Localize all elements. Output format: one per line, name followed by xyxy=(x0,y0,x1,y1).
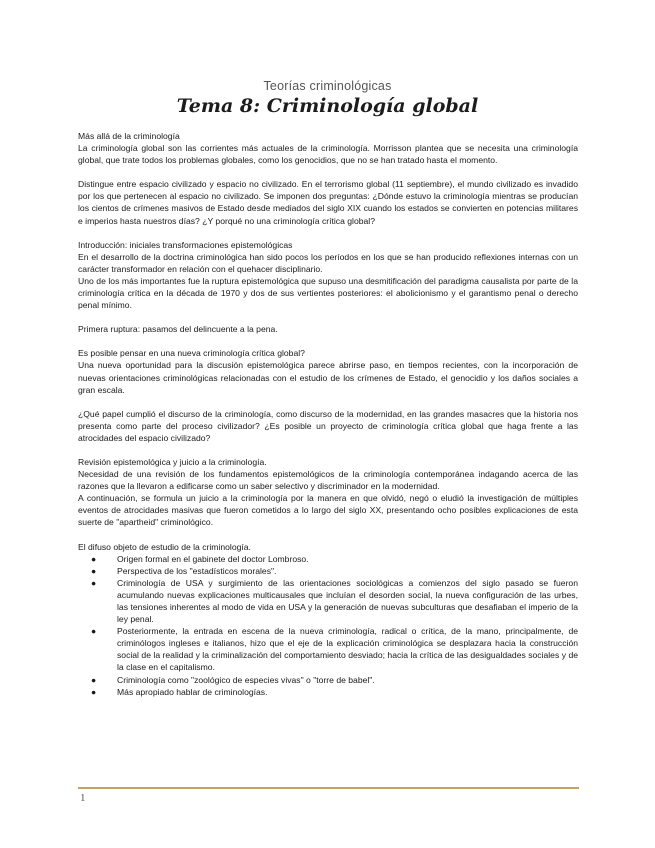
page-number: 1 xyxy=(80,792,86,804)
paragraph: La criminología global son las corrientes más actuales de la criminología. Morrisson plantea que se necesita una criminología global, que trate todos los problemas globales, como los genocidios, que no se han tratado hasta el momento. xyxy=(78,143,578,166)
paragraph: En el desarrollo de la doctrina criminológica han sido pocos los períodos en los que se han producido reflexiones internas con un carácter transformador en relación con el quehacer disciplinario. xyxy=(78,251,578,274)
paragraph: ¿Qué papel cumplió el discurso de la criminología, como discurso de la modernidad, en las grandes masacres que la historia nos presenta como parte del proceso civilizador? ¿Es posible un proyecto de criminología crítica global que haga frente a las atrocidades del espacio civilizado? xyxy=(78,408,578,443)
paragraph: A continuación, se formula un juicio a la criminología por la manera en que olvidó, negó o eludió la investigación de múltiples eventos de atrocidades masivas que fueron cometidos a lo largo del siglo XX, presentando ocho posibles explicaciones de esta suerte de "apartheid" criminológico. xyxy=(78,493,578,528)
paragraph: Distingue entre espacio civilizado y espacio no civilizado. En el terrorismo global (11 septiembre), el mundo civilizado es invadido por los que pertenecen al espacio no civilizado. Se imponen dos preguntas: ¿Dónde estuvo la criminología mientras se producían los cientos de crímenes masivos de Estado desde mediados del siglo XIX cuando los estados se convierten en potencias militares e imperios hasta nuestros días? ¿Y porqué no una criminología crítica global? xyxy=(78,179,578,226)
list-item: ● Más apropiado hablar de criminologías. xyxy=(91,686,268,697)
paragraph: Primera ruptura: pasamos del delincuente a la pena. xyxy=(78,324,278,335)
paragraph: Necesidad de una revisión de los fundamentos epistemológicos de la criminología contemporánea indagando acerca de las razones que la llevaron a edificarse como un saber selectivo y discriminador en la modernidad. xyxy=(78,469,578,492)
paragraph: Uno de los más importantes fue la ruptura epistemológica que supuso una desmitificación del paradigma causalista por parte de la criminología crítica en la década de 1970 y dos de sus vertientes posteriores: el abolicionismo y el garantismo penal o derecho penal mínimo. xyxy=(78,275,578,311)
bullet-list xyxy=(78,553,578,698)
list-item: ● Perspectiva de los "estadísticos morales". xyxy=(91,565,277,576)
bullet-icon: ● xyxy=(91,626,97,637)
bullet-icon: ● xyxy=(91,577,97,588)
section-heading-intro: Introducción: iniciales transformaciones epistemológicas xyxy=(78,239,293,250)
bullet-icon: ● xyxy=(91,565,97,576)
page-subtitle: Teorías criminológicas xyxy=(263,79,392,93)
section-heading-revision: Revisión epistemológica y juicio a la criminología. xyxy=(78,456,267,467)
document-body xyxy=(78,130,578,698)
paragraph: Una nueva oportunidad para la discusión epistemológica parece abrirse paso, en tiempos recientes, con la incorporación de nuevas orientaciones criminológicas relacionadas con el estudio de los crímenes de Estado, el genocidio y los daños sociales a gran escala. xyxy=(78,360,578,395)
list-item: ● Posteriormente, la entrada en escena de la nueva criminología, radical o crítica, de la mano, principalmente, de criminólogos ingleses e italianos, hizo que el eje de la explicación criminológica se desplazara hacia la construcción social de la realidad y la criminalización del comportamiento desviado; hacia la crítica de las desigualdades sociales y de la clase en el capitalismo. xyxy=(91,626,578,673)
list-item: ● Criminología como "zoológico de especies vivas" o "torre de babel". xyxy=(91,674,375,685)
bullet-icon: ● xyxy=(91,686,97,697)
footer-divider xyxy=(78,787,579,789)
section-heading-object: El difuso objeto de estudio de la criminología. xyxy=(78,541,251,552)
bullet-icon: ● xyxy=(91,553,97,564)
page-title: Tema 8: Criminología global xyxy=(176,95,479,117)
list-item: ● Origen formal en el gabinete del doctor Lombroso. xyxy=(91,553,309,564)
section-heading-beyond: Más allá de la criminología xyxy=(78,131,180,141)
list-item: ● Criminología de USA y surgimiento de las orientaciones sociológicas a comienzos del siglo pasado se fueron acumulando nuevas explicaciones multicausales que incluían el desorden social, la nueva configuración de las urbes, las tensiones inherentes al modo de vida en USA y la generación de nuevas subculturas que desafiaban el imperio de la ley penal. xyxy=(91,577,578,625)
bullet-icon: ● xyxy=(91,674,97,685)
section-heading-critical: Es posible pensar en una nueva criminología crítica global? xyxy=(78,348,305,359)
